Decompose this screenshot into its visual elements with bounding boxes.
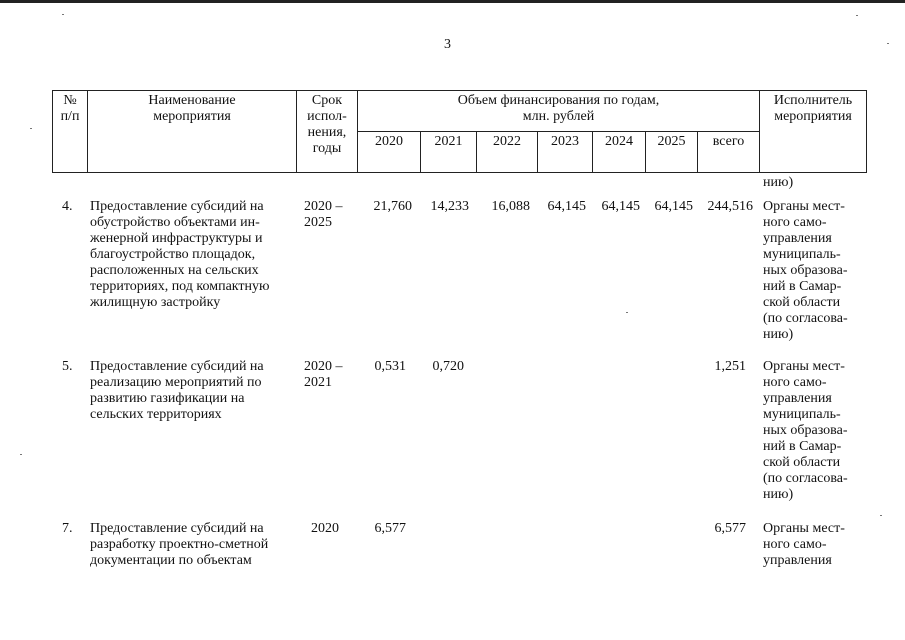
value-2021: 0,720: [432, 359, 464, 374]
carryover-text: нию): [763, 175, 794, 190]
value-2020: 0,531: [374, 359, 406, 374]
header-no: № п/п: [60, 93, 80, 124]
header-year-2022: 2022: [493, 134, 521, 149]
header-year-total: всего: [712, 134, 745, 149]
row-term: 2020 – 2021: [304, 359, 343, 390]
header-year-2024: 2024: [605, 134, 633, 149]
header-name: Наименование мероприятия: [148, 93, 236, 124]
value-2020: 6,577: [374, 521, 406, 536]
header-year-2021: 2021: [434, 134, 463, 149]
value-2024: 64,145: [601, 199, 640, 214]
header-funding: Объем финансирования по годам, млн. рублей: [457, 93, 660, 124]
row-executor: Органы мест- ного само- управления: [763, 521, 845, 568]
header-term: Срок испол- нения, годы: [307, 93, 347, 156]
row-number: 7.: [62, 521, 73, 536]
page-number: 3: [444, 37, 451, 52]
value-total: 6,577: [714, 521, 746, 536]
row-name: Предоставление субсидий на реализацию мероприятий по развитию газификации на сельских территориях: [90, 359, 264, 422]
value-2023: 64,145: [547, 199, 586, 214]
value-2020: 21,760: [373, 199, 412, 214]
value-2025: 64,145: [654, 199, 693, 214]
row-name: Предоставление субсидий на обустройство объектами ин- женерной инфраструктуры и благоустройство площадок, расположенных на сельских территориях, под компактную жилищную застройку: [90, 199, 270, 310]
row-executor: Органы мест- ного само- управления муниципаль- ных образова- ний в Самар- ской области (по согласова- нию): [763, 359, 848, 502]
row-term: 2020 – 2025: [304, 199, 343, 230]
value-total: 1,251: [714, 359, 746, 374]
value-2021: 14,233: [430, 199, 469, 214]
row-name: Предоставление субсидий на разработку проектно-сметной документации по объектам: [90, 521, 269, 568]
header-executor: Исполнитель мероприятия: [773, 93, 853, 124]
header-year-2025: 2025: [657, 134, 686, 149]
row-executor: Органы мест- ного само- управления муниципаль- ных образова- ний в Самар- ской области (по согласова- нию): [763, 199, 848, 342]
header-year-2020: 2020: [375, 134, 403, 149]
top-border-rule: [0, 0, 905, 3]
header-year-2023: 2023: [551, 134, 579, 149]
value-2022: 16,088: [491, 199, 530, 214]
row-term: 2020: [311, 521, 339, 536]
row-number: 5.: [62, 359, 73, 374]
row-number: 4.: [62, 199, 73, 214]
value-total: 244,516: [707, 199, 753, 214]
